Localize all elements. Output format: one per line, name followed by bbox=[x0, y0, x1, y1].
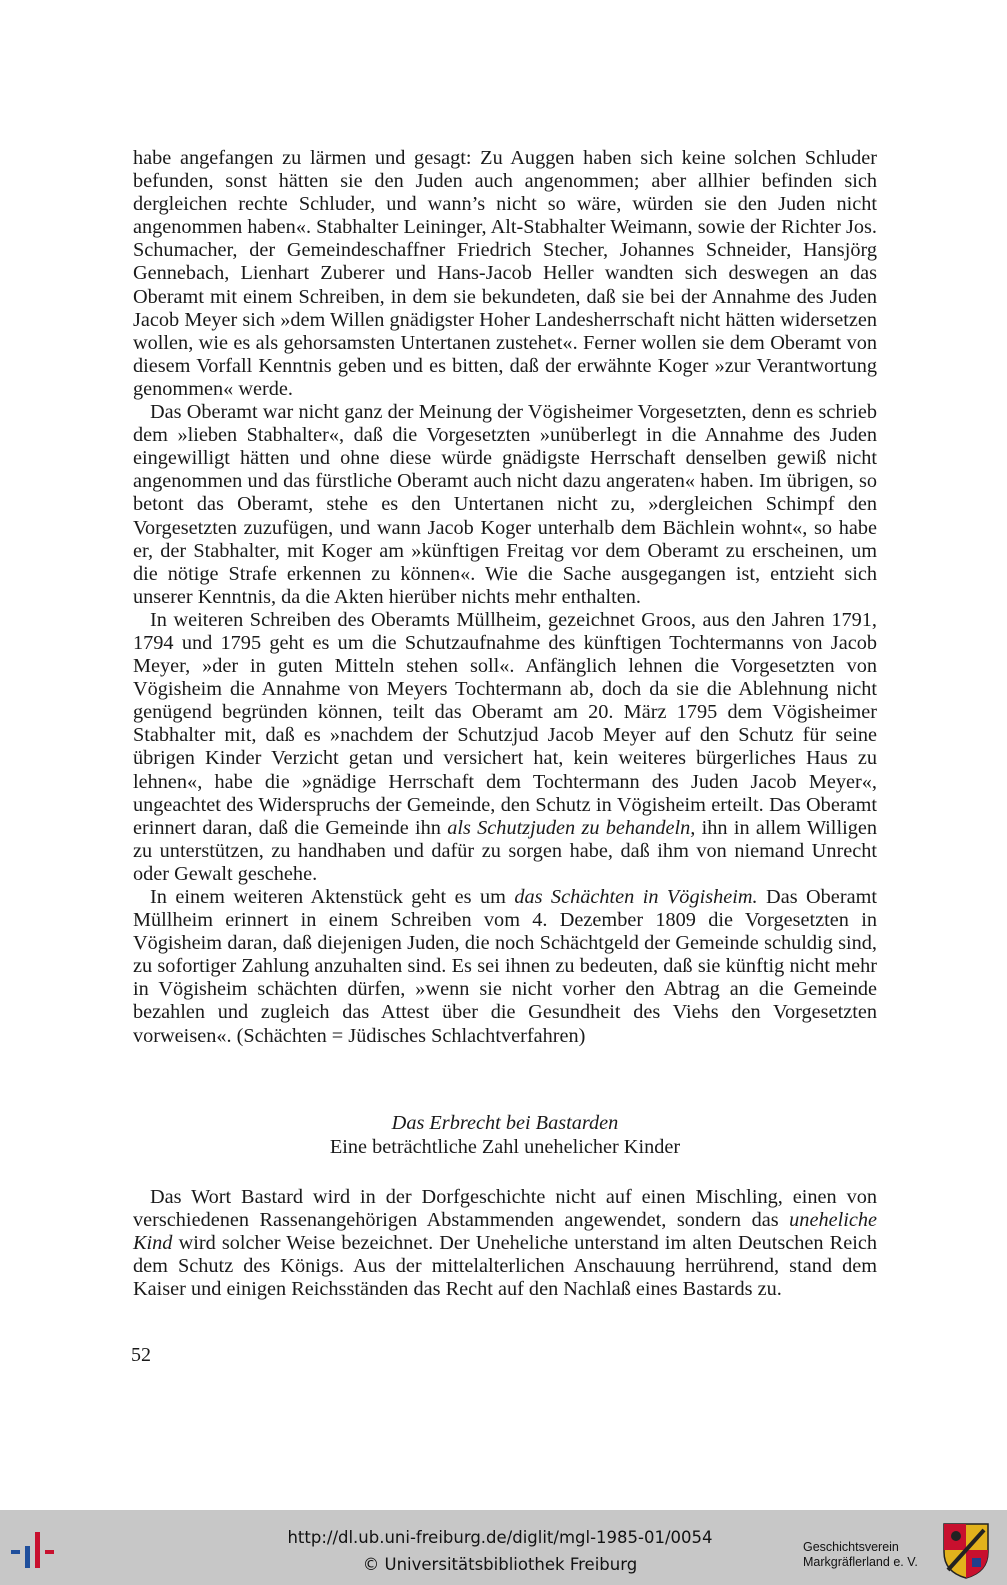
paragraph: habe angefangen zu lärmen und gesagt: Zu Auggen haben sich keine solchen Schluder befunden, sonst hätten sie den Juden auch angenommen; aber allhier befinden sich dergleichen rechte Schluder, und wann’s nicht so wäre, würden sie den Juden nicht angenommen haben«. Stabhalter Leininger, Alt-Stabhalter Weimann, sowie der Richter Jos. Schumacher, der Gemeindeschaffner Friedrich Stecher, Johannes Schneider, Hansjörg Gennebach, Lienhart Zuberer und Hans-Jacob Heller wandten sich deswegen an das Oberamt mit einem Schreiben, in dem sie bekundeten, daß sie bei der Annahme des Juden Jacob Meyer sich »dem Willen gnädigster Hoher Landesherrschaft nicht hätten widersetzen wollen, wie es als gehorsamsten Untertanen zustehet«. Ferner wollen sie dem Oberamt von diesem Vorfall Kenntnis geben und es bitten, daß der erwähnte Koger »zur Verantwortung genommen« werde. bbox=[133, 147, 877, 400]
body-text-top bbox=[133, 147, 877, 1048]
paragraph: Das Wort Bastard wird in der Dorfgeschichte nicht auf einen Mischling, einen von verschiedenen Rassenangehörigen Abstammenden angewendet, sondern das uneheliche Kind wird solcher Weise bezeichnet. Der Uneheliche unterstand im alten Deutschen Reich dem Schutz des Königs. Aus der mittelalterlichen Anschauung herrührend, stand dem Kaiser und einigen Reichsständen das Recht auf den Nachlaß eines Bastards zu. bbox=[133, 1186, 877, 1301]
footer-organization bbox=[803, 1540, 933, 1570]
italic-phrase: als Schutzjuden zu behandeln, bbox=[447, 816, 696, 839]
paragraph: Das Oberamt war nicht ganz der Meinung der Vögisheimer Vorgesetzten, denn es schrieb dem »lieben Stabhalter«, daß die Vorgesetzten »unüberlegt in die Annahme des Juden eingewilligt hätten und ohne diese würde gnädigste Herrschaft denselben gewiß nicht angenommen und das fürstliche Oberamt auch nicht dazu angeraten« haben. Im übrigen, so betont das Oberamt, stehe es den Untertanen nicht zu, »dergleichen Schimpf den Vorgesetzten zuzufügen, und wann Jacob Koger unterhalb dem Bächlein wohnt«, so habe er, der Stabhalter, mit Koger am »künftigen Freitag vor dem Oberamt zu erscheinen, um die nötige Strafe erkennen zu können«. Wie die Sache ausgegangen ist, entzieht sich unserer Kenntnis, da die Akten hierüber nichts mehr enthalten. bbox=[133, 401, 877, 608]
body-text-bottom bbox=[133, 1186, 877, 1301]
italic-phrase: uneheliche Kind bbox=[133, 1209, 877, 1255]
italic-phrase: das Schächten in Vögisheim. bbox=[514, 886, 758, 908]
footer-url-link[interactable]: http://dl.ub.uni-freiburg.de/diglit/mgl-1985-01/0054 bbox=[287, 1528, 713, 1547]
ub-freiburg-logo-icon[interactable] bbox=[10, 1528, 62, 1572]
paragraph: In weiteren Schreiben des Oberamts Müllheim, gezeichnet Groos, aus den Jahren 1791, 1794 und 1795 geht es um die Schutzaufnahme des künftigen Tochtermanns von Jacob Meyer, »der in guten Mitteln stehen soll«. Anfänglich lehnen die Vorgesetzten von Vögisheim die Annahme von Meyers Tochtermann ab, doch da sie die Ablehnung nicht genügend begründen können, teilt das Oberamt am 20. März 1795 dem Vögisheimer Stabhalter mit, daß es »nachdem der Schutzjud Jacob Meyer auf den Schutz für seine übrigen Kinder Verzicht getan und versichert hat, kein weiteres bürgerliches Haus zu lehnen«, habe die »gnädige Herrschaft dem Tochtermann des Juden Jacob Meyer«, ungeachtet des Widerspruchs der Gemeinde, den Schutz in Vögisheim erteilt. Das Oberamt erinnert daran, daß die Gemeinde ihn als Schutzjuden zu behandeln, ihn in allem Willigen zu unterstützen, zu handhaben und dafür zu sorgen habe, daß ihm von niemand Unrecht oder Gewalt geschehe. bbox=[133, 608, 877, 885]
footer-copyright: © Universitätsbibliothek Freiburg bbox=[362, 1555, 638, 1574]
footer-bar bbox=[0, 1510, 1007, 1585]
paragraph: In einem weiteren Aktenstück geht es um das Schächten in Vögisheim. Das Oberamt Müllheim erinnert in einem Schreiben vom 4. Dezember 1809 die Vorgesetzten in Vögisheim daran, daß diejenigen Juden, die noch Schächtgeld der Gemeinde schuldig sind, zu sofortiger Zahlung anzuhalten sind. Es sei ihnen zu bedeuten, daß sie künftig nicht mehr in Vögisheim schächten dürfen, »wenn sie nicht vorher den Abtrag an die Gemeinde bezahlen und zugleich das Attest über die Gesundheit des Viehs den Vorgesetzten vorweisen«. (Schächten = Jüdisches Schlachtverfahren) bbox=[133, 886, 877, 1047]
section-heading bbox=[133, 1112, 877, 1159]
section-title: Das Erbrecht bei Bastarden bbox=[391, 1112, 619, 1134]
section-subtitle: Eine beträchtliche Zahl unehelicher Kinder bbox=[329, 1135, 681, 1158]
org-name-line2: Markgräflerland e. V. bbox=[803, 1555, 918, 1569]
org-name-line1: Geschichtsverein bbox=[803, 1540, 899, 1554]
coat-of-arms-icon[interactable] bbox=[942, 1522, 990, 1580]
page-number: 52 bbox=[131, 1344, 151, 1366]
